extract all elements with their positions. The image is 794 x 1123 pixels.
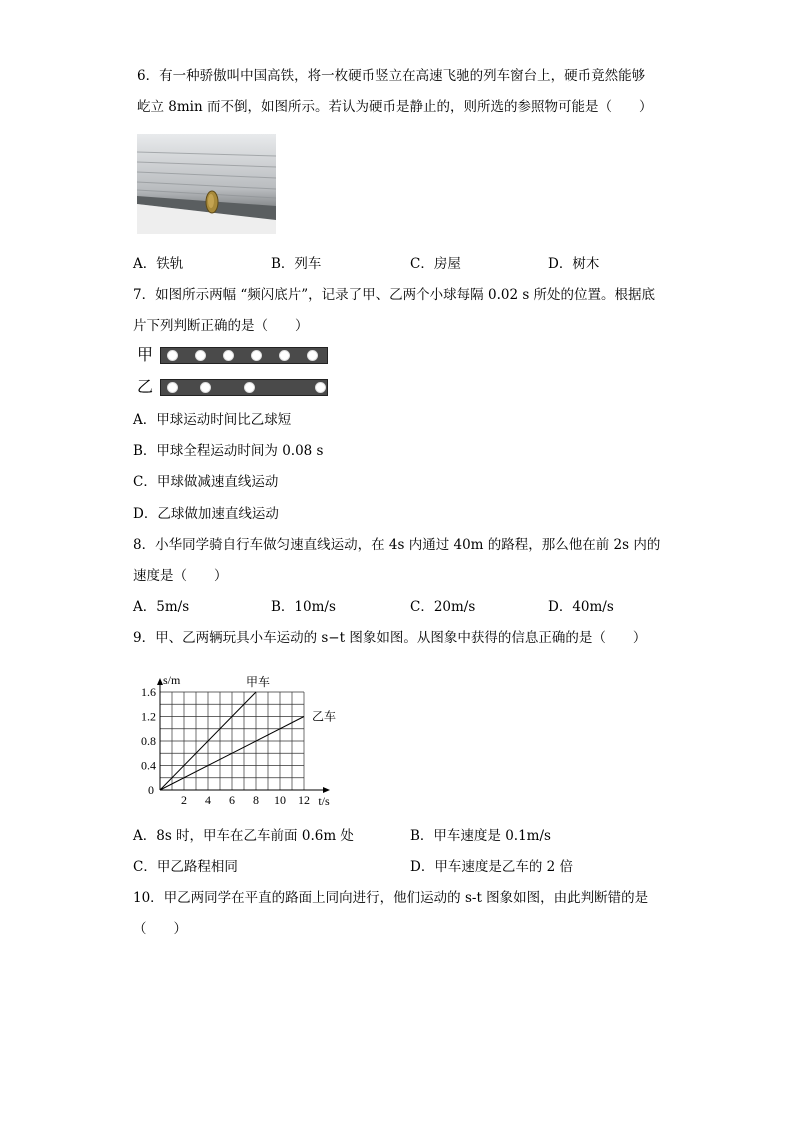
- chart-grid: [160, 692, 304, 790]
- q7-option-b: B．甲球全程运动时间为 0.08 s: [133, 443, 324, 459]
- st-graph: [125, 668, 355, 813]
- q7-line1: 7．如图所示两幅 “频闪底片”，记录了甲、乙两个小球每隔 0.02 s 所处的位置。根据底: [133, 287, 656, 303]
- ball: [195, 350, 206, 361]
- q6-line2: 屹立 8min 而不倒，如图所示。若认为硬币是静止的，则所选的参照物可能是（ ）: [137, 99, 653, 115]
- y-axis-label: s/m: [163, 673, 181, 687]
- q8-option-b: B．10m/s: [271, 599, 336, 615]
- y-tick-label: 1.6: [141, 685, 156, 699]
- film-label-yi: 乙: [137, 377, 154, 396]
- q7-option-d: D．乙球做加速直线运动: [133, 506, 279, 522]
- q6-option-c: C．房屋: [410, 256, 461, 272]
- q8-option-a: A．5m/s: [133, 599, 190, 615]
- film-strip-jia: [160, 347, 328, 364]
- y-tick-label: 0.4: [141, 758, 156, 773]
- y-tick-label: 1.2: [141, 709, 156, 724]
- q9-option-a: A．8s 时，甲车在乙车前面 0.6m 处: [133, 828, 354, 844]
- q7-option-a: A．甲球运动时间比乙球短: [133, 412, 292, 428]
- q9-line1: 9．甲、乙两辆玩具小车运动的 s−t 图象如图。从图象中获得的信息正确的是（ ）: [133, 630, 647, 646]
- x-tick-label: 6: [229, 793, 235, 807]
- q7-option-c: C．甲球做减速直线运动: [133, 474, 279, 490]
- ball: [167, 350, 178, 361]
- q6-option-d: D．树木: [548, 256, 600, 272]
- x-tick-label: 4: [205, 793, 211, 807]
- film-label-jia: 甲: [137, 345, 154, 364]
- q7-line2: 片下列判断正确的是（ ）: [133, 318, 309, 334]
- ball: [200, 382, 211, 393]
- q8-option-d: D．40m/s: [548, 599, 614, 615]
- x-axis-arrow: [323, 787, 330, 793]
- q9-option-c: C．甲乙路程相同: [133, 859, 238, 875]
- x-axis-label: t/s: [318, 794, 330, 808]
- q10-line1: 10．甲乙两同学在平直的路面上同向进行，他们运动的 s-t 图象如图，由此判断错的是: [133, 890, 649, 906]
- ball: [315, 382, 326, 393]
- q9-option-d: D．甲车速度是乙车的 2 倍: [410, 859, 573, 875]
- x-tick-label: 10: [274, 793, 286, 807]
- ball: [307, 350, 318, 361]
- q8-line1: 8．小华同学骑自行车做匀速直线运动，在 4s 内通过 40m 的路程，那么他在前 2s 内的: [133, 537, 661, 553]
- q9-option-b: B．甲车速度是 0.1m/s: [410, 828, 551, 844]
- q10-line2: （ ）: [133, 921, 187, 937]
- x-tick-label: 12: [298, 793, 310, 807]
- q8-line2: 速度是（ ）: [133, 568, 228, 584]
- ball: [167, 382, 178, 393]
- chart-labels: [141, 673, 336, 808]
- series-label-yi: 乙车: [312, 709, 337, 724]
- ball: [244, 382, 255, 393]
- ball: [251, 350, 262, 361]
- q6-line1: 6．有一种骄傲叫中国高铁，将一枚硬币竖立在高速飞驰的列车窗台上，硬币竟然能够: [137, 68, 646, 84]
- film-strip-yi: [160, 379, 328, 396]
- origin-label: 0: [148, 783, 154, 797]
- x-tick-label: 8: [253, 793, 259, 807]
- ball: [223, 350, 234, 361]
- series-label-jia: 甲车: [245, 675, 271, 689]
- coin-on-train-windowsill-photo: [137, 134, 276, 234]
- y-tick-label: 0.8: [141, 734, 156, 748]
- ball: [279, 350, 290, 361]
- x-tick-label: 2: [181, 793, 187, 807]
- q8-option-c: C．20m/s: [410, 599, 476, 615]
- q6-option-b: B．列车: [271, 256, 322, 272]
- q6-option-a: A．铁轨: [133, 256, 184, 272]
